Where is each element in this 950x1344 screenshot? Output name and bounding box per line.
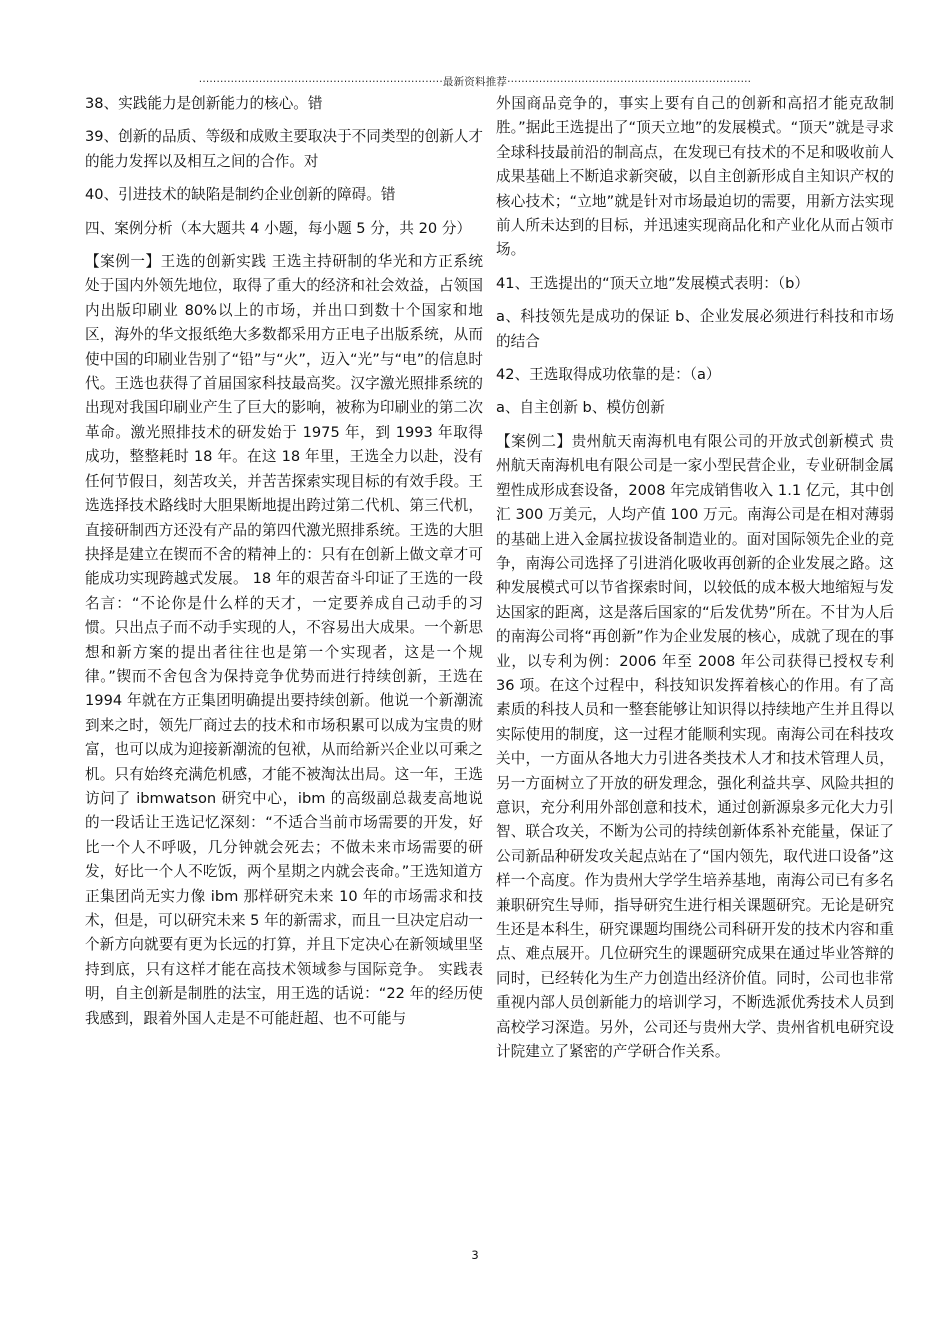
- right-column: [496, 92, 894, 1073]
- section-four-heading: 四、案例分析（本大题共 4 小题，每小题 5 分，共 20 分）: [85, 219, 472, 237]
- question-41-options: a、科技领先是成功的保证 b、企业发展必须进行科技和市场的结合: [496, 308, 894, 350]
- case-one-continuation: 外国商品竞争的，事实上要有自己的创新和高招才能克敌制胜。”据此王选提出了“顶天立地”的发展模式。“顶天”就是寻求全球科技最前沿的制高点，在发现已有技术的不足和吸收前人成果基础上不断追求新突破，以自主创新形成自主知识产权的核心技术；“立地”就是针对市场最迫切的需要，用新方法实现前人所未达到的目标，并迅速实现商品化和产业化从而占领市场。: [496, 95, 894, 259]
- case-two-text: 【案例二】贵州航天南海机电有限公司的开放式创新模式 贵州航天南海机电有限公司是一家小型民营企业，专业研制金属塑性成形成套设备，2008 年完成销售收入 1.1 亿元，其中创汇 300 万美元，人均产值 100 万元。南海公司是在相对薄弱的基础上进入金属拉拔设备制造业的。面对国际领先企业的竞争，南海公司选择了引进消化吸收再创新的企业发展之路。这种发展模式可以节省探索时间，以较低的成本极大地缩短与发达国家的距离，这是落后国家的“后发优势”所在。不甘为人后的南海公司将“再创新”作为企业发展的核心，成就了现在的事业，以专利为例：2006 年至 2008 年公司获得已授权专利 36 项。在这个过程中，科技知识发挥着核心的作用。有了高素质的科技人员和一整套能够让知识得以持续地产生并且得以实际使用的制度，这一过程才能顺利实现。南海公司在科技攻关中，一方面从各地大力引进各类技术人才和技术管理人员，另一方面树立了开放的研发理念，强化利益共享、风险共担的意识，充分利用外部创意和技术，通过创新源泉多元化大力引智、联合攻关，不断为公司的持续创新体系补充能量，保证了公司新品种研发攻关起点站在了“国内领先，取代进口设备”这样一个高度。作为贵州大学学生培养基地，南海公司已有多名兼职研究生导师，指导研究生进行相关课题研究。无论是研究生还是本科生，研究课题均围绕公司科研开发的技术内容和重点、难点展开。几位研究生的课题研究成果在通过毕业答辩的同时，已经转化为生产力创造出经济价值。同时，公司也非常重视内部人员创新能力的培训学习，不断选派优秀技术人员到高校学习深造。另外，公司还与贵州大学、贵州省机电研究设计院建立了紧密的产学研合作关系。: [496, 432, 894, 1061]
- question-41: 41、王选提出的“顶天立地”发展模式表明：（b）: [496, 274, 809, 292]
- header-left-dots: ·····································································: [198, 76, 443, 88]
- case-one-paragraph: 【案例一】王选的创新实践 王选主持研制的华光和方正系统处于国内外领先地位，取得了重大的经济和社会效益，占领国内出版印刷业 80%以上的市场，并出口到数十个国家和地区，海外的华文报纸绝大多数都采用方正电子出版系统，从而使中国的印刷业告别了“铅”与“火”，迈入“光”与“电”的信息时代。王选也获得了首届国家科技最高奖。汉字激光照排系统的出现对我国印刷业产生了巨大的影响，被称为印刷业的第二次革命。激光照排技术的研发始于 1975 年，到 1993 年取得成功，整整耗时 18 年。在这 18 年里，王选全力以赴，没有任何节假日，刻苦攻关，并苦苦探索实现目标的有效手段。王选选择技术路线时大胆果断地提出跨过第二代机、第三代机，直接研制西方还没有产品的第四代激光照排系统。王选的大胆抉择是建立在锲而不舍的精神上的：只有在创新上做文章才可能成功实现跨越式发展。 18 年的艰苦奋斗印证了王选的一段名言：“不论你是什么样的天才，一定要养成自己动手的习惯。只出点子而不动手实现的人，不容易出大成果。一个新思想和新方案的提出者往往也是第一个实现者，这是一个规律。”锲而不舍包含为保持竞争优势而进行持续创新，王选在 1994 年就在方正集团明确提出要持续创新。他说一个新潮流到来之时，领先厂商过去的技术和市场积累可以成为宝贵的财富，也可以成为迎接新潮流的包袱，从而给新兴企业以可乘之机。只有始终充满危机感，才能不被淘汰出局。这一年，王选访问了 ibmwatson 研究中心，ibm 的高级副总裁麦高地说的一段话让王选记忆深刻：“不适合当前市场需要的开发，好比一个人不呼吸，几分钟就会死去；不做未来市场需要的研发，好比一个人不吃饭，两个星期之内就会丧命。”王选知道方正集团尚无实力像 ibm 那样研究未来 10 年的市场需求和技术，但是，可以研究未来 5 年的新需求，而且一旦决定启动一个新方向就要有更为长远的打算，并且下定决心在新领域里坚持到底，只有这样才能在高技术领域参与国际竞争。 实践表明，自主创新是制胜的法宝，用王选的话说：“22 年的经历使我感到，跟着外国人走是不可能赶超、也不可能与: [85, 253, 484, 1027]
- question-42: 42、王选取得成功依靠的是：（a）: [496, 366, 721, 384]
- question-42-options: a、自主创新 b、模仿创新: [496, 399, 665, 417]
- header-right-dots: ·····································································: [507, 76, 752, 88]
- item-40: 40、引进技术的缺陷是制约企业创新的障碍。错: [85, 186, 396, 204]
- page-number: 3: [471, 1248, 479, 1262]
- left-column: [85, 92, 483, 1040]
- case-one-text: [85, 250, 483, 1031]
- item-38: 38、实践能力是创新能力的核心。错: [85, 95, 323, 112]
- item-39: 39、创新的品质、等级和成败主要取决于不同类型的创新人才的能力发挥以及相互之间的合作。对: [85, 128, 484, 170]
- header-title: 最新资料推荐: [442, 76, 508, 88]
- page-header: [0, 74, 950, 89]
